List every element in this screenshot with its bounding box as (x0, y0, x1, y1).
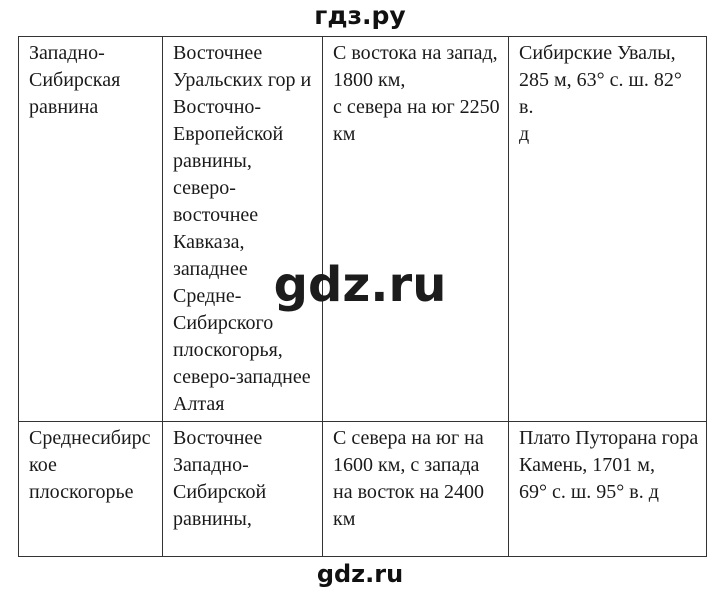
table-cell-location (163, 422, 323, 557)
table-row (19, 37, 707, 422)
cell-text: Восточнее Уральских гор и Восточно- Европейской равнины, северо- восточнее Кавказа, западнее Средне- Сибирского плоскогорья, северо-западнее Алтая (173, 42, 312, 415)
cell-text: С севера на юг на 1600 км, с запада на восток на 2400 км (333, 427, 485, 530)
table-cell-highest-point (509, 422, 707, 557)
geography-table (18, 36, 707, 557)
cell-text: С востока на запад, 1800 км, с севера на юг 2250 км (333, 42, 500, 145)
cell-text: Восточнее Западно- Сибирской равнины, (173, 427, 267, 530)
site-footer: gdz.ru (316, 560, 404, 588)
table-cell-extent (323, 422, 509, 557)
table-cell-location (163, 37, 323, 422)
cell-text: Сибирские Увалы, 285 м, 63° с. ш. 82° в. д (519, 42, 682, 145)
table-row (19, 422, 707, 557)
table-cell-highest-point (509, 37, 707, 422)
table-cell-name (19, 422, 163, 557)
cell-text: Среднесибирс кое плоскогорье (29, 427, 151, 503)
site-header: гдз.ру (314, 1, 406, 30)
table-cell-name (19, 37, 163, 422)
cell-text: Плато Путорана гора Камень, 1701 м, 69° с. ш. 95° в. д (519, 427, 699, 503)
table-cell-extent (323, 37, 509, 422)
cell-text: Западно- Сибирская равнина (29, 42, 121, 118)
watermark: gdz.ru (273, 257, 447, 313)
